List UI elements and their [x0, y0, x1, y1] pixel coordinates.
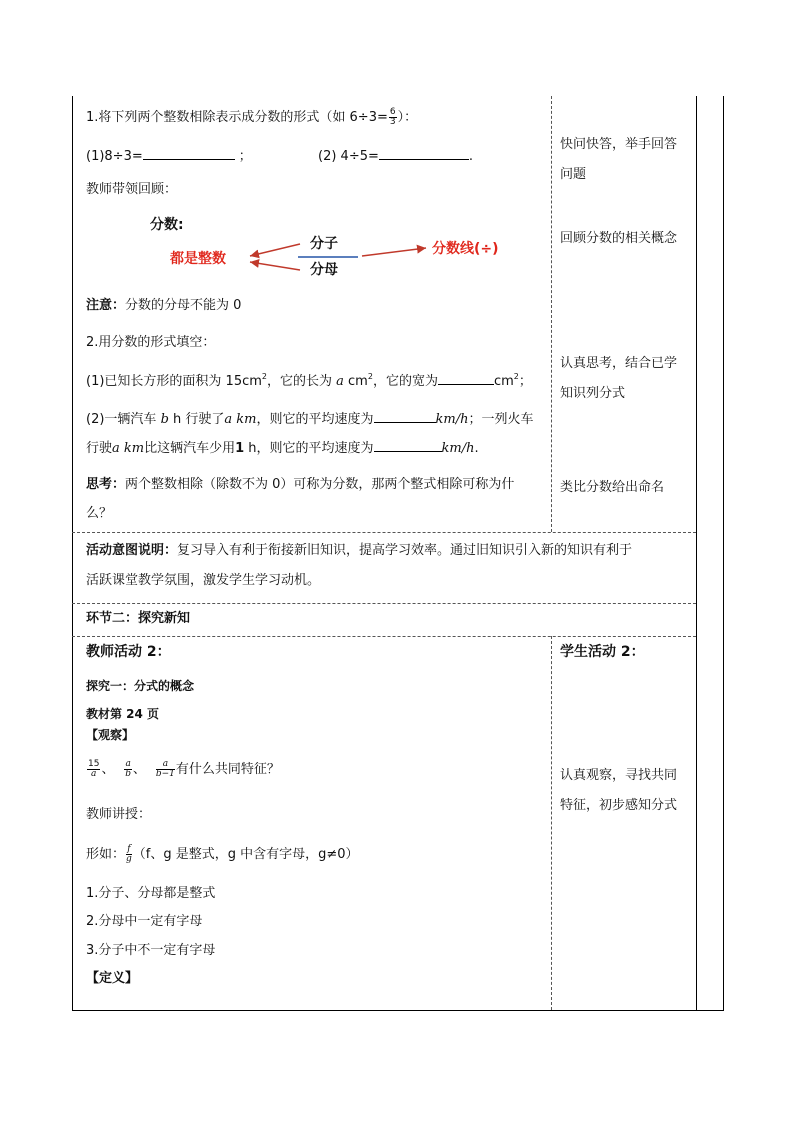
- diagram-right-label: 分数线(÷): [432, 241, 499, 257]
- question-2-part-1: [86, 370, 532, 392]
- student2-obs1: 认真观察，寻找共同: [560, 768, 678, 783]
- question-1-end: ）：: [397, 110, 418, 125]
- form-num: f: [127, 844, 131, 854]
- point-2: 2.分母中一定有字母: [86, 914, 203, 929]
- sep1: 、: [101, 762, 115, 777]
- frac1-num: 15: [88, 759, 100, 769]
- observe-question: 有什么共同特征？: [175, 762, 280, 777]
- student1-review: 回顾分数的相关概念: [560, 231, 678, 246]
- think-line-2: 么？: [86, 506, 113, 521]
- fraction-15-over-a: [87, 760, 100, 779]
- punct: .: [468, 149, 474, 164]
- define-label: 【定义】: [86, 971, 139, 986]
- arrow-denominator-to-left: [250, 262, 300, 270]
- q2-2-text-a: (2)一辆汽车: [86, 412, 161, 427]
- q2-2-text-b: h 行驶了: [168, 412, 225, 427]
- q2-2-line2-var: a km: [112, 441, 145, 456]
- diagram-denominator: 分母: [310, 262, 338, 278]
- intent-label: 活动意图说明：: [86, 543, 178, 558]
- q2-1-sup3: 2: [513, 372, 519, 381]
- frac1-den: a: [91, 769, 97, 779]
- column-divider-bottom: [551, 636, 552, 1010]
- q2-1-text-e: cm: [493, 374, 514, 389]
- row-divider-stage2: [72, 603, 696, 604]
- fraction-a-over-b: [124, 760, 131, 779]
- intent-line-2: 活跃课堂教学氛围，激发学生学习动机。: [86, 573, 321, 588]
- q2-1-text-b: ，它的长为: [267, 374, 337, 389]
- question-1-part-b: [318, 145, 473, 166]
- q2-2-line2-text-c: h，则它的平均速度为: [244, 441, 374, 456]
- form-den: g: [126, 854, 132, 864]
- q2-1-sup2: 2: [367, 372, 373, 381]
- example-fraction-numerator: 6: [389, 107, 396, 117]
- form-line: [86, 845, 359, 864]
- point-3: 3.分子中不一定有字母: [86, 943, 216, 958]
- answer-blank[interactable]: [143, 145, 235, 160]
- arrow-bar-to-right: [362, 248, 426, 256]
- diagram-title: 分数:: [150, 217, 184, 233]
- table-right-border: [723, 96, 724, 1010]
- q2-2-line2-end: .: [474, 441, 479, 456]
- frac2-num: a: [125, 759, 131, 769]
- q2-2-unit: km/h: [435, 412, 469, 427]
- answer-blank[interactable]: [379, 145, 469, 160]
- q2-2-line2-text-b: 比这辆汽车少用: [144, 441, 236, 456]
- note-label: 注意：: [86, 298, 126, 313]
- q2-1-text-f: ；: [518, 374, 532, 389]
- intent-text-1: 复习导入有利于衔接新旧知识，提高学习效率。通过旧知识引入新的知识有利于: [177, 543, 633, 558]
- sep2: 、: [132, 762, 146, 777]
- point-1: 1.分子、分母都是整式: [86, 886, 216, 901]
- fraction-a-over-b-minus-1: [156, 760, 175, 779]
- question-1-text: 1.将下列两个整数相除表示成分数的形式（如 6÷3=: [86, 110, 388, 125]
- think-label: 思考：: [86, 477, 126, 492]
- fraction-f-over-g: [126, 845, 132, 864]
- q2-2-text-c: ，则它的平均速度为: [256, 412, 374, 427]
- punct: ；: [238, 149, 252, 164]
- example-fraction: [389, 108, 397, 127]
- answer-blank[interactable]: [374, 408, 436, 423]
- q2-1-var: a: [336, 374, 344, 389]
- q2-2-text-d: ；一列火车: [468, 412, 534, 427]
- arrow-numerator-to-left: [250, 244, 300, 256]
- note-line: [86, 297, 241, 315]
- diagram-numerator: 分子: [310, 236, 338, 252]
- question-2-part-2-line-1: [86, 408, 534, 429]
- diagram-arrows: [150, 212, 510, 282]
- q2-2-line2-one: 1: [235, 441, 245, 456]
- textbook-ref: 教材第 24 页: [86, 707, 160, 721]
- table-bottom-border: [72, 1010, 724, 1011]
- fraction-diagram: [150, 212, 510, 282]
- student2-title: 学生活动 2：: [560, 644, 645, 660]
- question-1-part-b-text: (2) 4÷5=: [318, 149, 379, 164]
- q2-2-line2-text-a: 行驶: [86, 441, 113, 456]
- q2-2-var-b: b: [160, 412, 169, 427]
- column-divider-top: [551, 96, 552, 532]
- explore-title: 探究一：分式的概念: [86, 679, 195, 693]
- intent-line-1: [86, 542, 632, 560]
- form-condition: （f、g 是整式，g 中含有字母，g≠0）: [132, 847, 359, 862]
- q2-2-line2-unit: km/h: [441, 441, 475, 456]
- form-label: 形如：: [86, 847, 126, 862]
- q2-1-sup: 2: [261, 372, 267, 381]
- question-2-part-2-line-2: [86, 437, 479, 458]
- student1-line2: 问题: [560, 167, 587, 182]
- q2-1-text-a: (1)已知长方形的面积为 15cm: [86, 374, 262, 389]
- example-fraction-denominator: 3: [389, 117, 396, 127]
- student1-think2: 知识列分式: [560, 386, 626, 401]
- explain-label: 教师讲授：: [86, 807, 152, 822]
- question-1: [86, 108, 417, 127]
- teacher2-title: 教师活动 2：: [86, 644, 171, 660]
- student1-line1: 快问快答，举手回答: [560, 137, 678, 152]
- diagram-left-label: 都是整数: [170, 251, 226, 267]
- table-left-border: [72, 96, 73, 1010]
- note-text: 分数的分母不能为 0: [125, 298, 242, 313]
- frac3-den: b−1: [155, 769, 175, 779]
- think-line-1: [86, 476, 514, 494]
- answer-blank[interactable]: [438, 370, 494, 385]
- q2-1-text-d: ，它的宽为: [372, 374, 438, 389]
- row-divider-activity2: [72, 636, 696, 637]
- frac2-den: b: [125, 769, 132, 779]
- observe-label: 【观察】: [86, 728, 135, 742]
- review-label: 教师带领回顾：: [86, 182, 178, 197]
- stage2-title: 环节二：探究新知: [86, 611, 191, 626]
- question-1-part-a-text: (1)8÷3=: [86, 149, 143, 164]
- question-2: 2.用分数的形式填空：: [86, 335, 216, 350]
- table-inner-right-border: [696, 96, 697, 1010]
- student1-think1: 认真思考，结合已学: [560, 356, 678, 371]
- question-1-part-a: [86, 145, 252, 166]
- student1-analogy: 类比分数给出命名: [560, 480, 665, 495]
- student2-obs2: 特征，初步感知分式: [560, 798, 678, 813]
- q2-1-text-c: cm: [343, 374, 368, 389]
- answer-blank[interactable]: [374, 437, 442, 452]
- think-text-1: 两个整数相除（除数不为 0）可称为分数，那两个整式相除可称为什: [125, 477, 515, 492]
- row-divider-intent: [72, 532, 696, 533]
- q2-2-var-a: a km: [224, 412, 257, 427]
- observe-fractions: [86, 760, 280, 779]
- frac3-num: a: [156, 760, 175, 770]
